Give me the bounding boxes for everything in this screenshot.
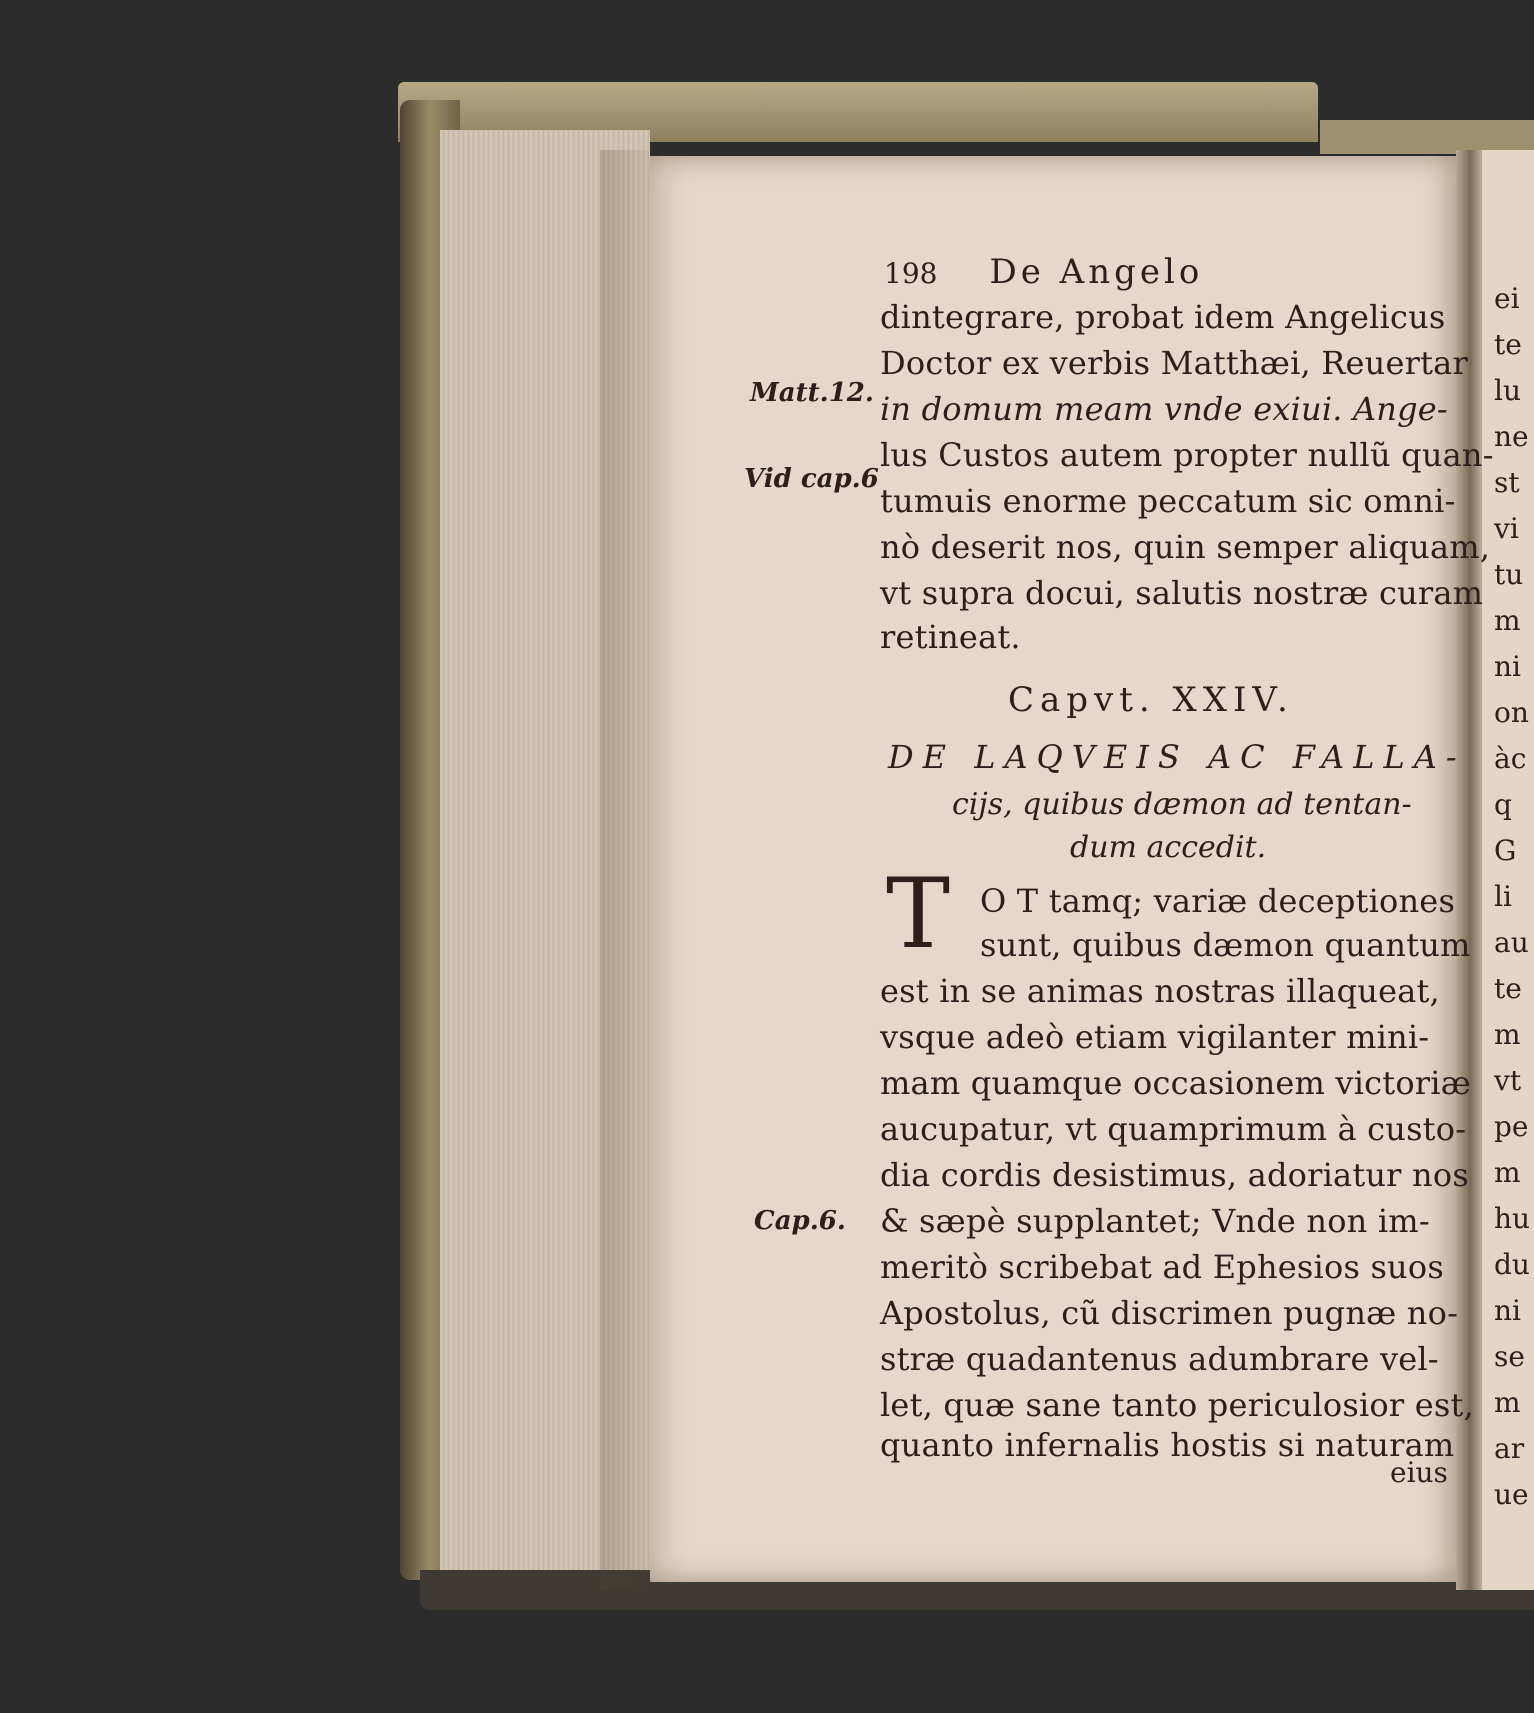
right-page-fragment-7: tu: [1494, 558, 1524, 591]
catchword: eius: [1390, 1456, 1448, 1489]
marginal-note-cap: Cap.6.: [754, 1206, 846, 1236]
marginal-note-matt: Matt.12.: [750, 378, 874, 408]
body-top-line-4: lus Custos autem propter nullũ quan-: [880, 436, 1494, 474]
right-page-fragment-19: pe: [1494, 1110, 1529, 1143]
right-page-fragment-15: au: [1494, 926, 1529, 959]
right-page-fragment-3: lu: [1494, 374, 1521, 407]
right-page-fragment-23: ni: [1494, 1294, 1521, 1327]
body-top-line-5: tumuis enorme peccatum sic omni-: [880, 482, 1456, 520]
right-page-fragment-26: ar: [1494, 1432, 1525, 1465]
right-page-fragment-4: ne: [1494, 420, 1529, 453]
body-top-line-1: dintegrare, probat idem Angelicus: [880, 298, 1446, 336]
right-page-fragment-17: m: [1494, 1018, 1521, 1051]
right-page-fragment-9: ni: [1494, 650, 1521, 683]
right-page-fragment-12: q: [1494, 788, 1512, 821]
right-page-fragment-13: G: [1494, 834, 1517, 867]
body-top-line-6: nò deserit nos, quin semper aliquam,: [880, 528, 1491, 566]
body-line-2: sunt, quibus dæmon quantum: [980, 926, 1471, 964]
body-line-8: & sæpè supplantet; Vnde non im-: [880, 1202, 1430, 1240]
marginal-note-vid: Vid cap.6: [744, 464, 879, 494]
right-page-fragment-11: àc: [1494, 742, 1527, 775]
chapter-title-line-2: cijs, quibus dæmon ad tentan-: [952, 787, 1412, 822]
right-page-fragment-27: ue: [1494, 1478, 1529, 1511]
right-page-fragment-18: vt: [1494, 1064, 1522, 1097]
book-cover-top-right: [1320, 120, 1534, 154]
body-top-line-2: Doctor ex verbis Matthæi, Reuertar: [880, 344, 1468, 382]
body-line-5: mam quamque occasionem victoriæ: [880, 1064, 1471, 1102]
right-page-fragment-10: on: [1494, 696, 1529, 729]
right-page-fragment-5: st: [1494, 466, 1520, 499]
body-top-line-7: vt supra docui, salutis nostræ curam: [880, 574, 1484, 612]
right-page-fragment-16: te: [1494, 972, 1522, 1005]
body-line-9: meritò scribebat ad Ephesios suos: [880, 1248, 1444, 1286]
body-line-3: est in se animas nostras illaqueat,: [880, 972, 1440, 1010]
body-line-11: stræ quadantenus adumbrare vel-: [880, 1340, 1439, 1378]
body-line-10: Apostolus, cũ discrimen pugnæ no-: [880, 1294, 1459, 1332]
right-page-fragment-8: m: [1494, 604, 1521, 637]
drop-cap: T: [886, 858, 951, 970]
right-page-fragment-24: se: [1494, 1340, 1525, 1373]
right-page-fragment-25: m: [1494, 1386, 1521, 1419]
right-page-fragment-6: vi: [1494, 512, 1519, 545]
page-number: 198: [884, 257, 938, 290]
chapter-title-line-1: DE LAQVEIS AC FALLA-: [888, 738, 1466, 776]
running-head: [884, 252, 1203, 292]
page-edge-shadow: [600, 150, 660, 1590]
body-line-12: let, quæ sane tanto periculosior est,: [880, 1386, 1474, 1424]
body-top-line-3: in domum meam vnde exiui. Ange-: [880, 390, 1448, 428]
running-head-title: De Angelo: [989, 252, 1204, 292]
right-page-fragment-14: li: [1494, 880, 1512, 913]
body-top-line-8: retineat.: [880, 618, 1021, 656]
right-page-fragment-2: te: [1494, 328, 1522, 361]
body-line-7: dia cordis desistimus, adoriatur nos: [880, 1156, 1469, 1194]
body-line-1: O T tamq; variæ deceptiones: [980, 882, 1456, 920]
right-page-fragment: [1482, 150, 1534, 1590]
chapter-heading: Capvt. XXIV.: [1008, 680, 1294, 720]
right-page-fragment-1: ei: [1494, 282, 1520, 315]
chapter-title-line-3: dum accedit.: [1070, 830, 1267, 865]
right-page-fragment-21: hu: [1494, 1202, 1531, 1235]
right-page-fragment-20: m: [1494, 1156, 1521, 1189]
body-line-6: aucupatur, vt quamprimum à custo-: [880, 1110, 1467, 1148]
body-line-13: quanto infernalis hostis si naturam: [880, 1426, 1455, 1464]
body-line-4: vsque adeò etiam vigilanter mini-: [880, 1018, 1430, 1056]
right-page-fragment-22: du: [1494, 1248, 1530, 1281]
